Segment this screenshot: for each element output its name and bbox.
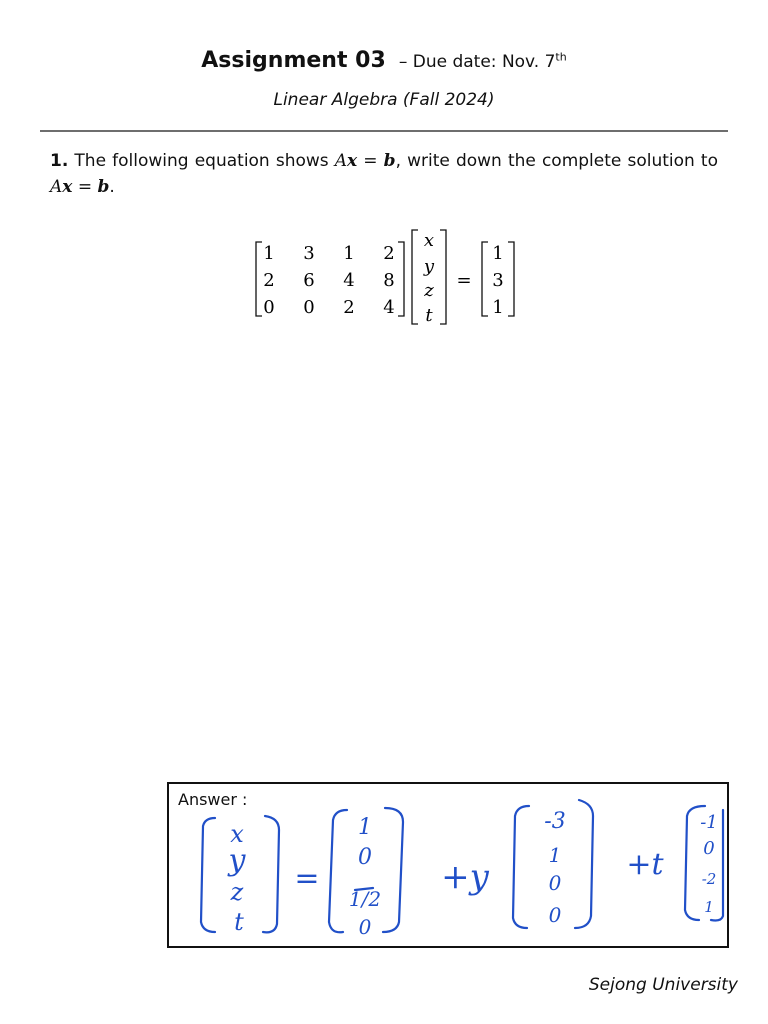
answer-label: Answer : [178, 790, 248, 809]
matrix-a-r3c1: 0 [263, 297, 275, 318]
vector-t: t [425, 305, 433, 326]
hand-coef-t: +t [626, 847, 664, 882]
hand-lhs-x: x [230, 820, 244, 848]
matrix-a-r3c3: 2 [343, 297, 355, 318]
math-A-2: A [50, 177, 63, 197]
matrix-a-r3c4: 4 [383, 297, 395, 318]
matrix-a-r1c2: 3 [303, 243, 315, 264]
hand-lhs-left-bracket [201, 818, 215, 932]
hand-v2-4: 1 [704, 898, 714, 916]
hand-v1-4: 0 [548, 903, 562, 927]
hand-v2-2: 0 [703, 838, 715, 859]
hand-v1-1: -3 [544, 809, 566, 834]
due-date-text: – Due date: Nov. 7 [398, 52, 556, 72]
matrix-a-r2c2: 6 [303, 270, 315, 291]
matrix-a-r2c1: 2 [263, 270, 275, 291]
hand-v1-3: 0 [548, 871, 562, 895]
header-divider [40, 130, 728, 132]
math-b-2: b [97, 177, 110, 197]
header-title [0, 48, 768, 73]
math-b: b [383, 151, 396, 171]
question-text-2: , write down the complete solution to [395, 151, 718, 171]
hand-particular-3: 1/2 [348, 887, 382, 911]
rhs-3: 1 [492, 297, 504, 318]
equation-equals: = [456, 270, 472, 291]
question-1 [50, 148, 718, 200]
hand-v1-2: 1 [548, 843, 562, 867]
math-x: x [347, 151, 358, 171]
hand-lhs-t: t [234, 908, 244, 936]
matrix-a-r1c3: 1 [343, 243, 355, 264]
hand-v2-1: -1 [700, 812, 718, 833]
matrix-a-r3c2: 0 [303, 297, 315, 318]
hand-lhs-z: z [230, 878, 244, 906]
matrix-equation [0, 224, 768, 334]
university-footer: Sejong University [588, 975, 738, 995]
vector-y: y [423, 256, 435, 277]
hand-v2-3: -2 [701, 870, 717, 888]
due-date [399, 52, 567, 72]
hand-coef-y: +y [441, 857, 489, 897]
assignment-title: Assignment 03 [201, 48, 386, 73]
hand-lhs-y: y [228, 843, 246, 878]
question-number: 1. [50, 151, 69, 171]
question-text-1: The following equation shows [74, 151, 329, 171]
math-equals-2: = [77, 177, 93, 197]
rhs-2: 3 [492, 270, 504, 291]
hand-equals: = [294, 861, 320, 896]
handwritten-answer [167, 782, 729, 948]
hand-particular-left-bracket [329, 810, 347, 932]
math-A: A [334, 151, 348, 171]
question-text-end: . [109, 177, 115, 197]
math-equals: = [363, 151, 378, 171]
rhs-1: 1 [492, 243, 504, 264]
matrix-a-r2c4: 8 [383, 270, 395, 291]
hand-particular-1: 1 [358, 815, 372, 840]
vector-x: x [423, 230, 435, 251]
due-date-ordinal: th [555, 50, 567, 64]
hand-v1-left-bracket [513, 806, 529, 928]
matrix-a-r1c1: 1 [263, 243, 275, 264]
math-x-2: x [62, 177, 73, 197]
matrix-a-r2c3: 4 [343, 270, 355, 291]
hand-v1-right-bracket [575, 800, 593, 928]
hand-lhs-right-bracket [263, 816, 279, 932]
hand-particular-2: 0 [358, 845, 372, 870]
course-subtitle: Linear Algebra (Fall 2024) [273, 90, 495, 110]
hand-particular-right-bracket [383, 808, 403, 932]
vector-z: z [424, 280, 434, 301]
hand-particular-4: 0 [358, 915, 372, 939]
matrix-a-r1c4: 2 [383, 243, 395, 264]
